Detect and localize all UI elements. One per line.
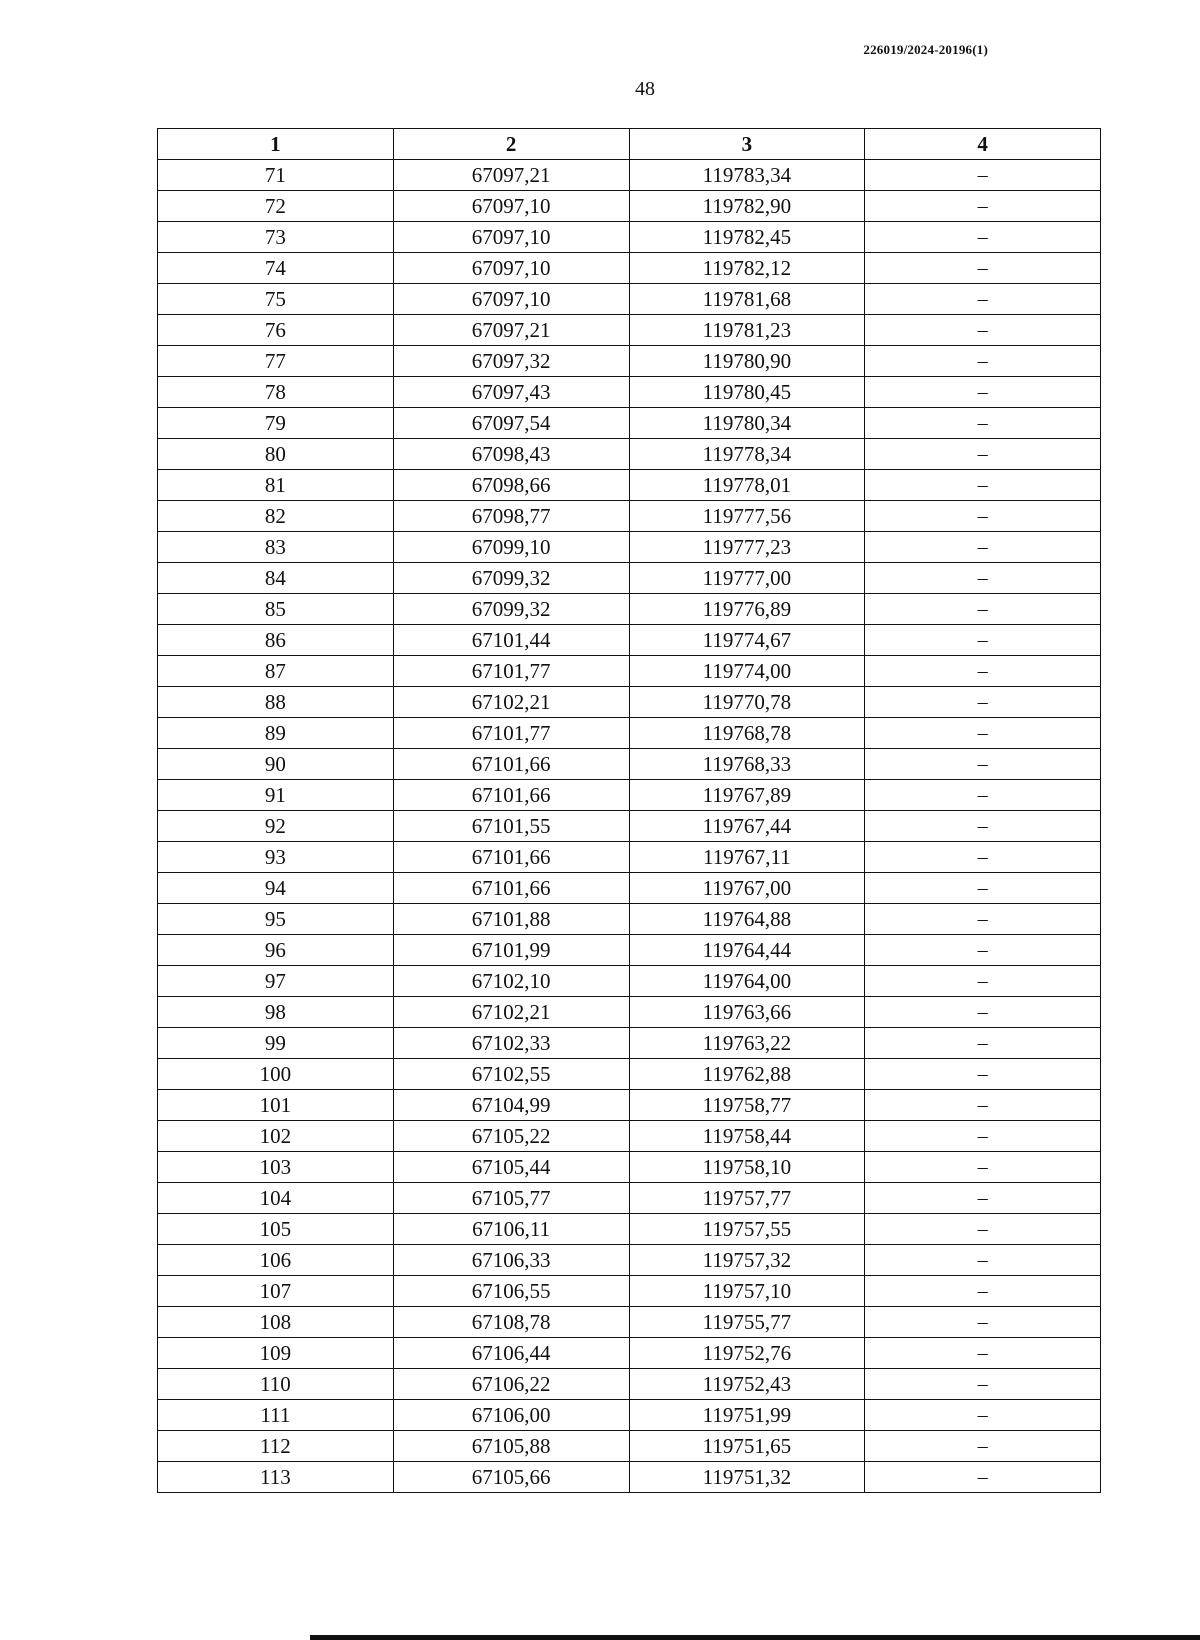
table-row <box>158 718 1101 749</box>
table-row <box>158 1276 1101 1307</box>
note-cell: – <box>865 749 1101 780</box>
point-number-cell: 98 <box>158 997 394 1028</box>
note-cell: – <box>865 377 1101 408</box>
table-row <box>158 873 1101 904</box>
point-number-cell: 100 <box>158 1059 394 1090</box>
note-cell: – <box>865 1152 1101 1183</box>
x-coordinate-cell: 67102,21 <box>393 997 629 1028</box>
note-cell: – <box>865 687 1101 718</box>
page-number: 48 <box>635 78 655 100</box>
table-row <box>158 160 1101 191</box>
note-cell: – <box>865 625 1101 656</box>
y-coordinate-cell: 119768,33 <box>629 749 865 780</box>
table-row <box>158 1028 1101 1059</box>
y-coordinate-cell: 119764,88 <box>629 904 865 935</box>
point-number-cell: 104 <box>158 1183 394 1214</box>
column-header-2: 2 <box>393 129 629 160</box>
point-number-cell: 109 <box>158 1338 394 1369</box>
note-cell: – <box>865 1369 1101 1400</box>
table-row <box>158 625 1101 656</box>
point-number-cell: 103 <box>158 1152 394 1183</box>
point-number-cell: 71 <box>158 160 394 191</box>
x-coordinate-cell: 67105,22 <box>393 1121 629 1152</box>
note-cell: – <box>865 1276 1101 1307</box>
table-row <box>158 191 1101 222</box>
table-row <box>158 377 1101 408</box>
y-coordinate-cell: 119758,77 <box>629 1090 865 1121</box>
table-row <box>158 1431 1101 1462</box>
table-row <box>158 904 1101 935</box>
bottom-divider <box>310 1635 1200 1640</box>
x-coordinate-cell: 67101,66 <box>393 873 629 904</box>
note-cell: – <box>865 532 1101 563</box>
note-cell: – <box>865 966 1101 997</box>
x-coordinate-cell: 67099,10 <box>393 532 629 563</box>
note-cell: – <box>865 935 1101 966</box>
x-coordinate-cell: 67097,10 <box>393 253 629 284</box>
point-number-cell: 77 <box>158 346 394 377</box>
y-coordinate-cell: 119782,90 <box>629 191 865 222</box>
table-row <box>158 811 1101 842</box>
table-row <box>158 842 1101 873</box>
y-coordinate-cell: 119782,45 <box>629 222 865 253</box>
x-coordinate-cell: 67106,55 <box>393 1276 629 1307</box>
note-cell: – <box>865 284 1101 315</box>
note-cell: – <box>865 873 1101 904</box>
note-cell: – <box>865 1307 1101 1338</box>
y-coordinate-cell: 119751,99 <box>629 1400 865 1431</box>
coordinates-table <box>157 128 1101 1493</box>
x-coordinate-cell: 67105,88 <box>393 1431 629 1462</box>
y-coordinate-cell: 119767,89 <box>629 780 865 811</box>
point-number-cell: 105 <box>158 1214 394 1245</box>
x-coordinate-cell: 67101,88 <box>393 904 629 935</box>
x-coordinate-cell: 67106,00 <box>393 1400 629 1431</box>
document-id: 226019/2024-20196(1) <box>863 42 988 57</box>
y-coordinate-cell: 119752,76 <box>629 1338 865 1369</box>
point-number-cell: 80 <box>158 439 394 470</box>
note-cell: – <box>865 842 1101 873</box>
y-coordinate-cell: 119757,32 <box>629 1245 865 1276</box>
table-row <box>158 470 1101 501</box>
x-coordinate-cell: 67106,33 <box>393 1245 629 1276</box>
note-cell: – <box>865 997 1101 1028</box>
note-cell: – <box>865 811 1101 842</box>
note-cell: – <box>865 904 1101 935</box>
table-row <box>158 1059 1101 1090</box>
y-coordinate-cell: 119757,55 <box>629 1214 865 1245</box>
y-coordinate-cell: 119780,90 <box>629 346 865 377</box>
table-row <box>158 1338 1101 1369</box>
table-row <box>158 1183 1101 1214</box>
y-coordinate-cell: 119764,44 <box>629 935 865 966</box>
x-coordinate-cell: 67102,10 <box>393 966 629 997</box>
point-number-cell: 102 <box>158 1121 394 1152</box>
table-row <box>158 222 1101 253</box>
x-coordinate-cell: 67106,44 <box>393 1338 629 1369</box>
note-cell: – <box>865 1431 1101 1462</box>
x-coordinate-cell: 67105,66 <box>393 1462 629 1493</box>
point-number-cell: 84 <box>158 563 394 594</box>
table-header <box>158 129 1101 160</box>
y-coordinate-cell: 119758,10 <box>629 1152 865 1183</box>
point-number-cell: 91 <box>158 780 394 811</box>
note-cell: – <box>865 346 1101 377</box>
table-row <box>158 501 1101 532</box>
note-cell: – <box>865 1183 1101 1214</box>
table-row <box>158 563 1101 594</box>
table-row <box>158 1214 1101 1245</box>
note-cell: – <box>865 501 1101 532</box>
table-row <box>158 1369 1101 1400</box>
y-coordinate-cell: 119767,00 <box>629 873 865 904</box>
point-number-cell: 79 <box>158 408 394 439</box>
x-coordinate-cell: 67101,55 <box>393 811 629 842</box>
note-cell: – <box>865 1059 1101 1090</box>
y-coordinate-cell: 119755,77 <box>629 1307 865 1338</box>
table-row <box>158 346 1101 377</box>
table-row <box>158 1121 1101 1152</box>
note-cell: – <box>865 780 1101 811</box>
table-row <box>158 439 1101 470</box>
note-cell: – <box>865 1121 1101 1152</box>
table-row <box>158 687 1101 718</box>
x-coordinate-cell: 67099,32 <box>393 563 629 594</box>
y-coordinate-cell: 119780,34 <box>629 408 865 439</box>
table-row <box>158 253 1101 284</box>
note-cell: – <box>865 315 1101 346</box>
note-cell: – <box>865 1028 1101 1059</box>
table-row <box>158 1400 1101 1431</box>
table-row <box>158 594 1101 625</box>
point-number-cell: 92 <box>158 811 394 842</box>
x-coordinate-cell: 67101,77 <box>393 718 629 749</box>
table-row <box>158 656 1101 687</box>
table-row <box>158 1307 1101 1338</box>
point-number-cell: 73 <box>158 222 394 253</box>
table-row <box>158 1152 1101 1183</box>
x-coordinate-cell: 67101,66 <box>393 780 629 811</box>
y-coordinate-cell: 119774,67 <box>629 625 865 656</box>
point-number-cell: 74 <box>158 253 394 284</box>
point-number-cell: 72 <box>158 191 394 222</box>
y-coordinate-cell: 119777,56 <box>629 501 865 532</box>
point-number-cell: 101 <box>158 1090 394 1121</box>
table-body <box>158 160 1101 1493</box>
point-number-cell: 112 <box>158 1431 394 1462</box>
y-coordinate-cell: 119770,78 <box>629 687 865 718</box>
point-number-cell: 86 <box>158 625 394 656</box>
x-coordinate-cell: 67098,43 <box>393 439 629 470</box>
x-coordinate-cell: 67098,77 <box>393 501 629 532</box>
x-coordinate-cell: 67106,11 <box>393 1214 629 1245</box>
y-coordinate-cell: 119751,65 <box>629 1431 865 1462</box>
y-coordinate-cell: 119778,01 <box>629 470 865 501</box>
x-coordinate-cell: 67099,32 <box>393 594 629 625</box>
point-number-cell: 78 <box>158 377 394 408</box>
table-row <box>158 1090 1101 1121</box>
x-coordinate-cell: 67108,78 <box>393 1307 629 1338</box>
y-coordinate-cell: 119757,77 <box>629 1183 865 1214</box>
x-coordinate-cell: 67098,66 <box>393 470 629 501</box>
y-coordinate-cell: 119777,00 <box>629 563 865 594</box>
x-coordinate-cell: 67097,54 <box>393 408 629 439</box>
point-number-cell: 83 <box>158 532 394 563</box>
note-cell: – <box>865 563 1101 594</box>
y-coordinate-cell: 119781,23 <box>629 315 865 346</box>
table-row <box>158 780 1101 811</box>
point-number-cell: 107 <box>158 1276 394 1307</box>
x-coordinate-cell: 67101,99 <box>393 935 629 966</box>
point-number-cell: 89 <box>158 718 394 749</box>
note-cell: – <box>865 160 1101 191</box>
point-number-cell: 85 <box>158 594 394 625</box>
table-row <box>158 315 1101 346</box>
x-coordinate-cell: 67106,22 <box>393 1369 629 1400</box>
table-row <box>158 966 1101 997</box>
y-coordinate-cell: 119767,44 <box>629 811 865 842</box>
x-coordinate-cell: 67102,33 <box>393 1028 629 1059</box>
note-cell: – <box>865 1462 1101 1493</box>
point-number-cell: 81 <box>158 470 394 501</box>
y-coordinate-cell: 119751,32 <box>629 1462 865 1493</box>
x-coordinate-cell: 67097,21 <box>393 160 629 191</box>
y-coordinate-cell: 119767,11 <box>629 842 865 873</box>
x-coordinate-cell: 67097,10 <box>393 191 629 222</box>
y-coordinate-cell: 119762,88 <box>629 1059 865 1090</box>
point-number-cell: 90 <box>158 749 394 780</box>
point-number-cell: 113 <box>158 1462 394 1493</box>
x-coordinate-cell: 67105,44 <box>393 1152 629 1183</box>
point-number-cell: 76 <box>158 315 394 346</box>
x-coordinate-cell: 67097,10 <box>393 222 629 253</box>
table-row <box>158 408 1101 439</box>
y-coordinate-cell: 119777,23 <box>629 532 865 563</box>
point-number-cell: 111 <box>158 1400 394 1431</box>
point-number-cell: 93 <box>158 842 394 873</box>
table-row <box>158 532 1101 563</box>
point-number-cell: 96 <box>158 935 394 966</box>
note-cell: – <box>865 1245 1101 1276</box>
point-number-cell: 108 <box>158 1307 394 1338</box>
note-cell: – <box>865 594 1101 625</box>
note-cell: – <box>865 439 1101 470</box>
x-coordinate-cell: 67097,43 <box>393 377 629 408</box>
x-coordinate-cell: 67101,66 <box>393 842 629 873</box>
table-row <box>158 935 1101 966</box>
y-coordinate-cell: 119776,89 <box>629 594 865 625</box>
y-coordinate-cell: 119778,34 <box>629 439 865 470</box>
coordinates-table-container <box>157 128 1101 1493</box>
table-row <box>158 997 1101 1028</box>
note-cell: – <box>865 1090 1101 1121</box>
point-number-cell: 110 <box>158 1369 394 1400</box>
table-row <box>158 1462 1101 1493</box>
y-coordinate-cell: 119783,34 <box>629 160 865 191</box>
x-coordinate-cell: 67097,21 <box>393 315 629 346</box>
note-cell: – <box>865 1400 1101 1431</box>
table-row <box>158 284 1101 315</box>
y-coordinate-cell: 119752,43 <box>629 1369 865 1400</box>
x-coordinate-cell: 67101,66 <box>393 749 629 780</box>
column-header-3: 3 <box>629 129 865 160</box>
note-cell: – <box>865 1214 1101 1245</box>
note-cell: – <box>865 253 1101 284</box>
x-coordinate-cell: 67097,10 <box>393 284 629 315</box>
table-header-row <box>158 129 1101 160</box>
y-coordinate-cell: 119780,45 <box>629 377 865 408</box>
note-cell: – <box>865 656 1101 687</box>
x-coordinate-cell: 67097,32 <box>393 346 629 377</box>
note-cell: – <box>865 470 1101 501</box>
x-coordinate-cell: 67101,44 <box>393 625 629 656</box>
x-coordinate-cell: 67102,55 <box>393 1059 629 1090</box>
note-cell: – <box>865 222 1101 253</box>
x-coordinate-cell: 67101,77 <box>393 656 629 687</box>
y-coordinate-cell: 119781,68 <box>629 284 865 315</box>
note-cell: – <box>865 718 1101 749</box>
x-coordinate-cell: 67102,21 <box>393 687 629 718</box>
y-coordinate-cell: 119763,22 <box>629 1028 865 1059</box>
table-row <box>158 1245 1101 1276</box>
x-coordinate-cell: 67104,99 <box>393 1090 629 1121</box>
point-number-cell: 87 <box>158 656 394 687</box>
column-header-1: 1 <box>158 129 394 160</box>
point-number-cell: 97 <box>158 966 394 997</box>
y-coordinate-cell: 119758,44 <box>629 1121 865 1152</box>
note-cell: – <box>865 191 1101 222</box>
y-coordinate-cell: 119757,10 <box>629 1276 865 1307</box>
point-number-cell: 99 <box>158 1028 394 1059</box>
note-cell: – <box>865 1338 1101 1369</box>
y-coordinate-cell: 119763,66 <box>629 997 865 1028</box>
note-cell: – <box>865 408 1101 439</box>
y-coordinate-cell: 119768,78 <box>629 718 865 749</box>
point-number-cell: 75 <box>158 284 394 315</box>
column-header-4: 4 <box>865 129 1101 160</box>
y-coordinate-cell: 119782,12 <box>629 253 865 284</box>
table-row <box>158 749 1101 780</box>
point-number-cell: 88 <box>158 687 394 718</box>
point-number-cell: 95 <box>158 904 394 935</box>
y-coordinate-cell: 119764,00 <box>629 966 865 997</box>
y-coordinate-cell: 119774,00 <box>629 656 865 687</box>
point-number-cell: 94 <box>158 873 394 904</box>
x-coordinate-cell: 67105,77 <box>393 1183 629 1214</box>
point-number-cell: 82 <box>158 501 394 532</box>
point-number-cell: 106 <box>158 1245 394 1276</box>
